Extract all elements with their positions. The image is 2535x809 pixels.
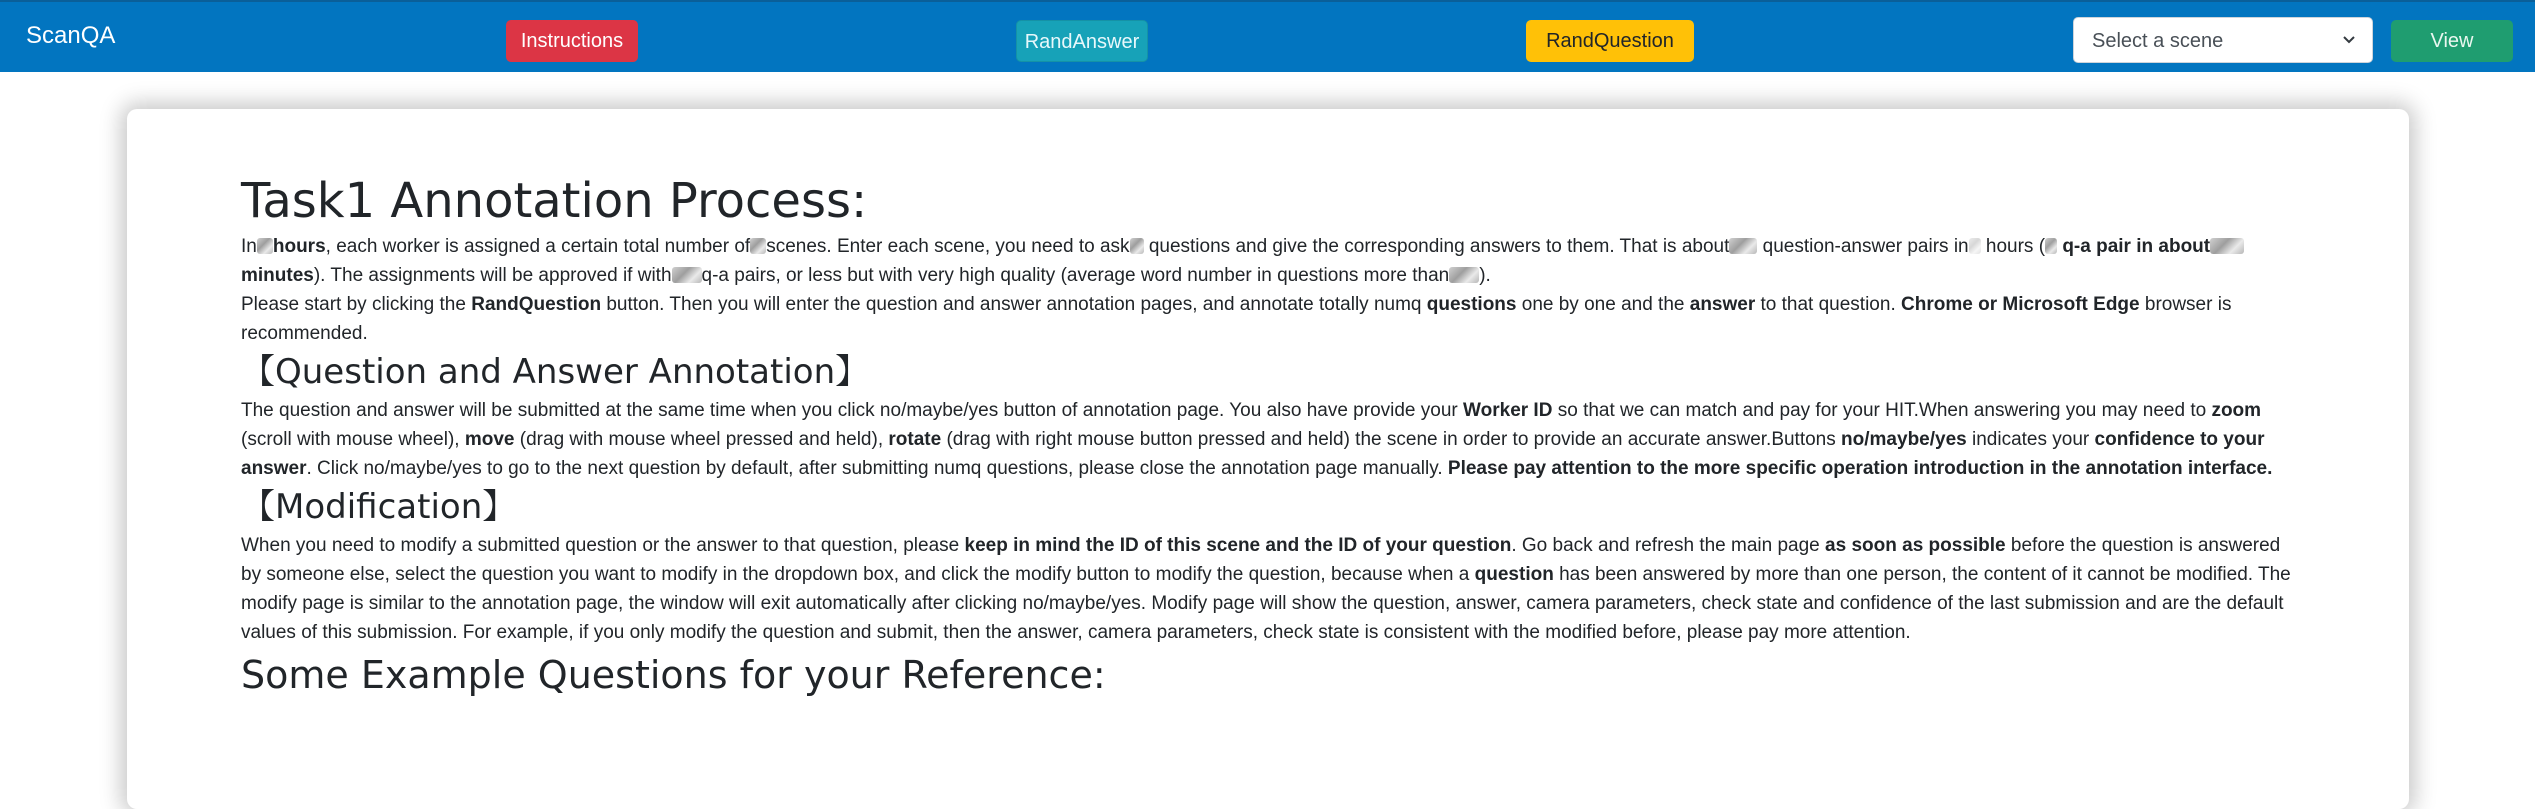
instructions-content <box>241 170 2291 703</box>
chevron-down-icon <box>2342 31 2356 49</box>
qa-heading: 【Question and Answer Annotation】 <box>241 352 870 392</box>
modification-paragraph: When you need to modify a submitted question or the answer to that question, please keep in mind the ID of this scene and the ID of your question. Go back and refresh the main page as soon as possible before the question is answered by someone else, select the question you want to modify in the dropdown box, and click the modify button to modify the question, because when a question has been answered by more than one person, the content of it cannot be modified. The modify page is similar to the annotation page, the window will exit automatically after clicking no/maybe/yes. Modify page will show the question, answer, camera parameters, check state and confidence of the last submission and are the default values of this submission. For example, if you only modify the question and submit, then the answer, camera parameters, check state is consistent with the modified before, please pay more attention. <box>241 535 2291 643</box>
redacted-value <box>1729 238 1757 254</box>
intro-paragraph: In hours, each worker is assigned a certain total number of scenes. Enter each scene, you need to ask questions and give the corresponding answers to them. That is about question-answer pairs in hours ( q-a pair in about minutes). The assignments will be approved if with q-a pairs, or less but with very high quality (average word number in questions more than ). <box>241 232 2291 290</box>
redacted-value <box>1969 238 1981 254</box>
redacted-value <box>2045 238 2057 254</box>
randanswer-button[interactable]: RandAnswer <box>1016 20 1148 62</box>
top-navbar <box>0 0 2535 72</box>
redacted-value <box>750 238 766 254</box>
start-paragraph: Please start by clicking the RandQuestion button. Then you will enter the question and answer annotation pages, and annotate totally numq questions one by one and the answer to that question. Chrome or Microsoft Edge browser is recommended. <box>241 294 2232 344</box>
redacted-value <box>1449 267 1479 283</box>
page-title: Task1 Annotation Process: <box>241 173 868 229</box>
scene-select-value: Select a scene <box>2092 30 2224 52</box>
brand-logo[interactable]: ScanQA <box>26 22 116 49</box>
qa-paragraph: The question and answer will be submitted at the same time when you click no/maybe/yes button of annotation page. You also have provide your Worker ID so that we can match and pay for your HIT.When answering you may need to zoom (scroll with mouse wheel), move (drag with mouse wheel pressed and held), rotate (drag with right mouse button pressed and held) the scene in order to provide an accurate answer.Buttons no/maybe/yes indicates your confidence to your answer. Click no/maybe/yes to go to the next question by default, after submitting numq questions, please close the annotation page manually. Please pay attention to the more specific operation introduction in the annotation interface. <box>241 400 2273 479</box>
randquestion-button[interactable]: RandQuestion <box>1526 20 1694 62</box>
scene-select[interactable] <box>2073 17 2373 63</box>
redacted-value <box>1130 238 1144 254</box>
instructions-button[interactable]: Instructions <box>506 20 638 62</box>
redacted-value <box>2210 238 2244 254</box>
redacted-value <box>672 267 702 283</box>
view-button[interactable]: View <box>2391 20 2513 62</box>
redacted-value <box>257 238 273 254</box>
modification-heading: 【Modification】 <box>241 487 517 527</box>
examples-heading: Some Example Questions for your Reference: <box>241 653 1106 697</box>
